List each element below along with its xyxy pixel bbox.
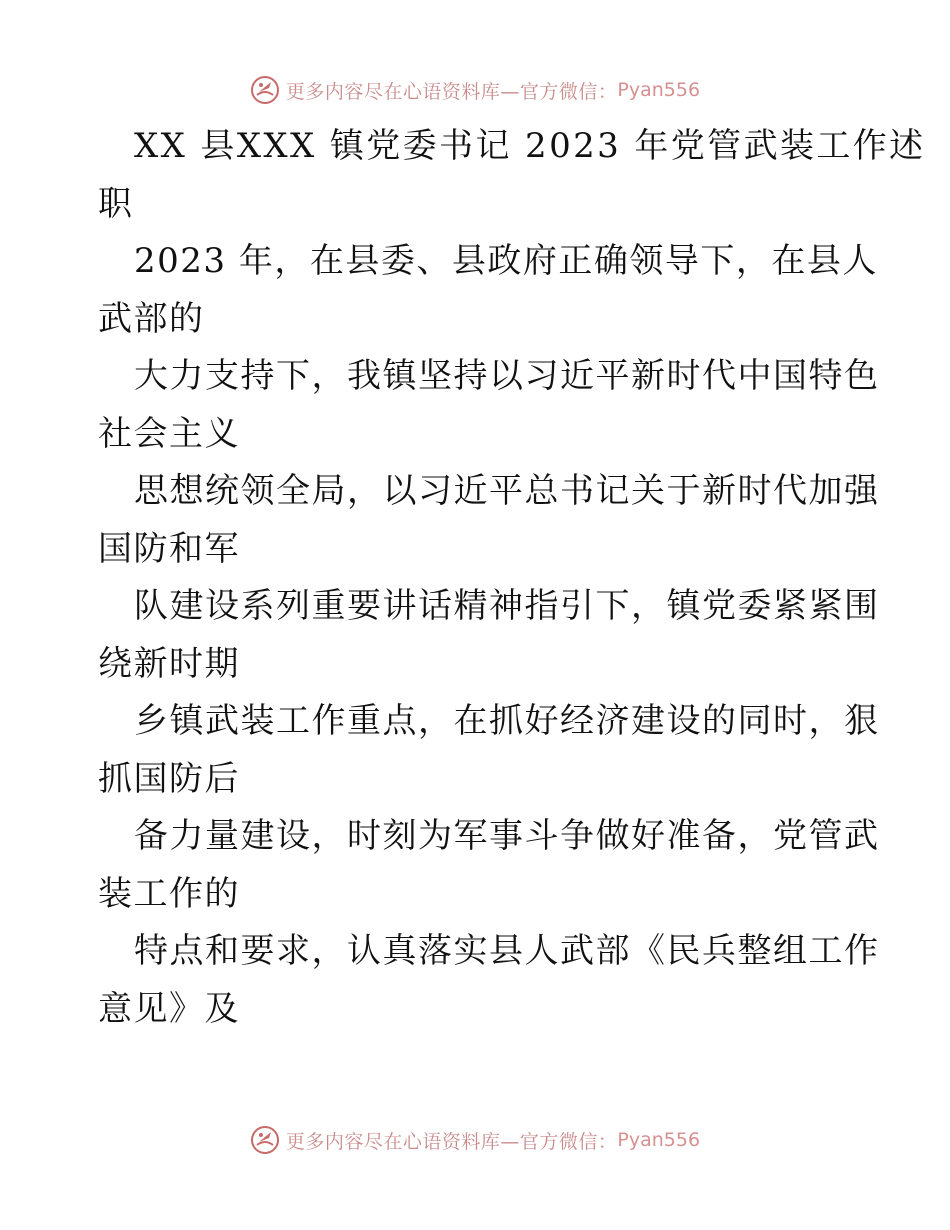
watermark-wechat-id: Pyan556: [617, 79, 701, 101]
header-watermark: [0, 68, 950, 112]
watermark-text: 更多内容尽在心语资料库—官方微信：: [285, 1130, 618, 1153]
document-title: XX 县XXX 镇党委书记 2023 年党管武装工作述: [134, 126, 926, 166]
paragraph-line: 武部的: [98, 298, 205, 339]
watermark-text: 更多内容尽在心语资料库—官方微信：: [285, 80, 618, 103]
paragraph-line: 2023 年，在县委、县政府正确领导下，在县人: [134, 241, 878, 281]
watermark-wechat-id: Pyan556: [617, 1129, 701, 1151]
book-quill-icon: [250, 1125, 280, 1155]
document-title-continuation: 职: [98, 183, 135, 224]
paragraph-line: 队建设系列重要讲话精神指引下，镇党委紧紧围: [134, 586, 880, 626]
paragraph-line: 乡镇武装工作重点，在抓好经济建设的同时，狠: [134, 701, 880, 741]
document-body: [98, 118, 926, 1038]
paragraph-line: 绕新时期: [98, 643, 240, 684]
paragraph-line: 特点和要求，认真落实县人武部《民兵整组工作: [134, 931, 880, 971]
paragraph-line: 社会主义: [98, 413, 240, 454]
paragraph-line: 大力支持下，我镇坚持以习近平新时代中国特色: [134, 356, 880, 396]
paragraph-line: 国防和军: [98, 528, 240, 569]
footer-watermark: [0, 1118, 950, 1162]
paragraph-line: 抓国防后: [98, 758, 240, 799]
paragraph-line: 意见》及: [98, 988, 240, 1029]
book-quill-icon: [250, 75, 280, 105]
paragraph-line: 装工作的: [98, 873, 240, 914]
paragraph-line: 备力量建设，时刻为军事斗争做好准备，党管武: [134, 816, 880, 856]
paragraph-line: 思想统领全局，以习近平总书记关于新时代加强: [134, 471, 880, 511]
